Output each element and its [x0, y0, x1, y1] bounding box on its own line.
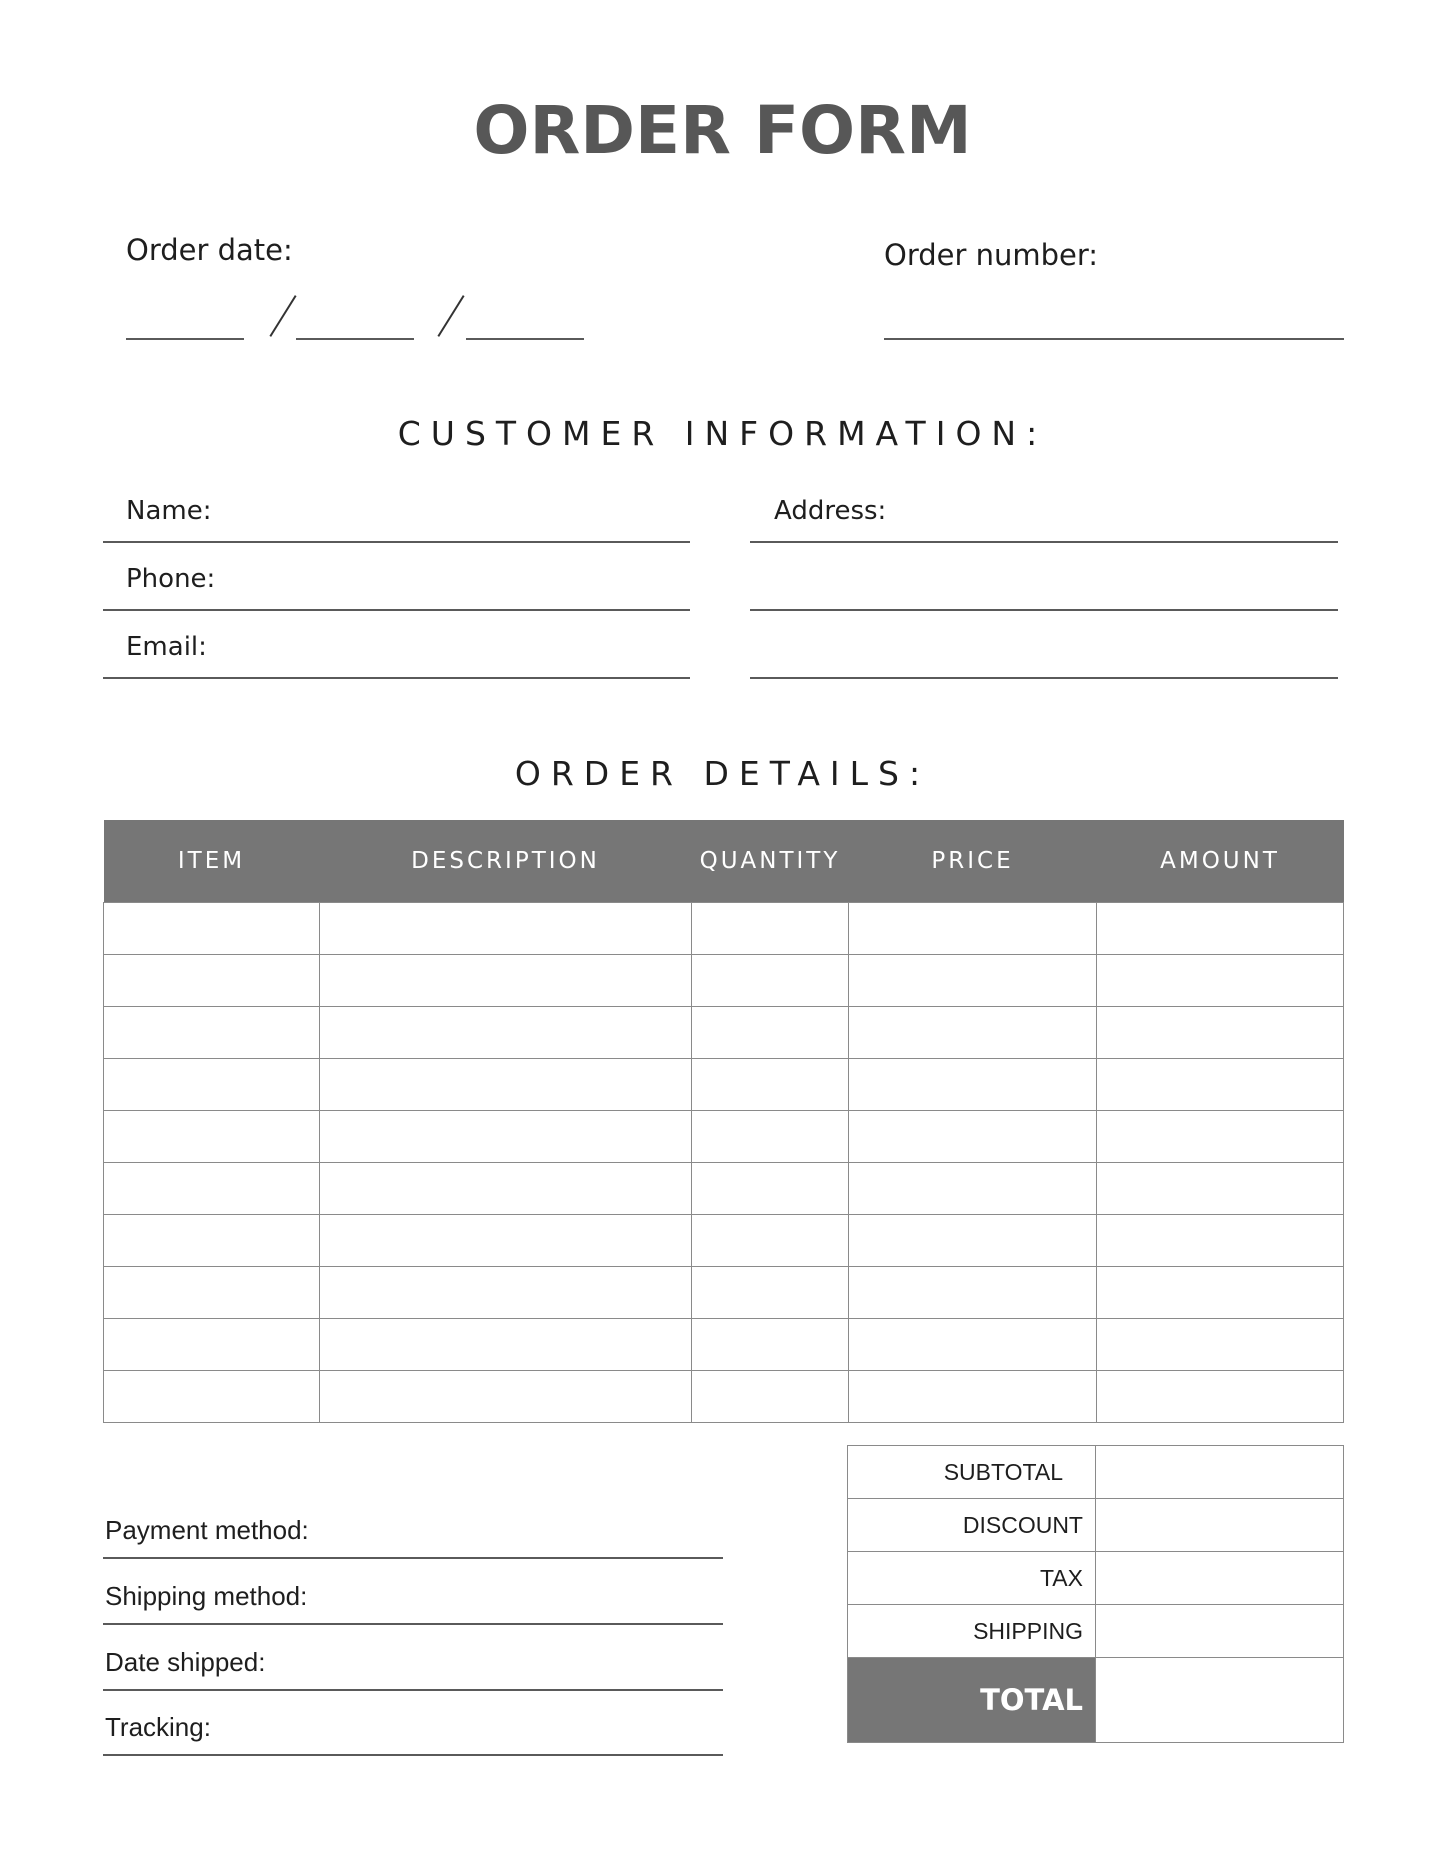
item-cell[interactable]: [104, 903, 320, 955]
order-date-day-field[interactable]: [296, 338, 414, 340]
date-separator: [437, 295, 464, 337]
amount-cell[interactable]: [1097, 1163, 1344, 1215]
shipping-label: SHIPPING: [848, 1605, 1096, 1658]
item-cell[interactable]: [104, 1319, 320, 1371]
order-date-label: Order date:: [126, 233, 293, 267]
description-cell[interactable]: [320, 955, 692, 1007]
total-value-cell[interactable]: [1096, 1658, 1344, 1743]
table-row: [104, 1059, 1344, 1111]
table-row: [104, 1111, 1344, 1163]
item-cell[interactable]: [104, 1059, 320, 1111]
column-header-item: ITEM: [104, 820, 320, 903]
phone-field[interactable]: [103, 609, 690, 611]
tax-label: TAX: [848, 1552, 1096, 1605]
subtotal-label: SUBTOTAL: [848, 1446, 1096, 1499]
description-cell[interactable]: [320, 1371, 692, 1423]
column-header-amount: AMOUNT: [1097, 820, 1344, 903]
discount-row: [848, 1499, 1344, 1552]
amount-cell[interactable]: [1097, 903, 1344, 955]
quantity-cell[interactable]: [692, 1267, 849, 1319]
table-row: [104, 1215, 1344, 1267]
item-cell[interactable]: [104, 1111, 320, 1163]
amount-cell[interactable]: [1097, 1319, 1344, 1371]
table-row: [104, 955, 1344, 1007]
table-row: [104, 1319, 1344, 1371]
item-cell[interactable]: [104, 1267, 320, 1319]
subtotal-value-cell[interactable]: [1096, 1446, 1344, 1499]
price-cell[interactable]: [849, 1007, 1097, 1059]
tax-value-cell[interactable]: [1096, 1552, 1344, 1605]
page-title: ORDER FORM: [473, 92, 972, 169]
table-row: [104, 1267, 1344, 1319]
order-date-month-field[interactable]: [126, 338, 244, 340]
price-cell[interactable]: [849, 1267, 1097, 1319]
amount-cell[interactable]: [1097, 1371, 1344, 1423]
quantity-cell[interactable]: [692, 1319, 849, 1371]
payment-method-label: Payment method:: [105, 1515, 309, 1545]
description-cell[interactable]: [320, 1215, 692, 1267]
price-cell[interactable]: [849, 1163, 1097, 1215]
phone-label: Phone:: [126, 564, 216, 594]
customer-info-heading: CUSTOMER INFORMATION:: [397, 414, 1048, 453]
quantity-cell[interactable]: [692, 903, 849, 955]
tax-row: [848, 1552, 1344, 1605]
email-field[interactable]: [103, 677, 690, 679]
description-cell[interactable]: [320, 1163, 692, 1215]
amount-cell[interactable]: [1097, 1267, 1344, 1319]
address-field-line-3[interactable]: [750, 677, 1338, 679]
price-cell[interactable]: [849, 903, 1097, 955]
total-row: [848, 1658, 1344, 1743]
table-row: [104, 903, 1344, 955]
item-cell[interactable]: [104, 1215, 320, 1267]
order-items-table: [103, 820, 1344, 1423]
shipping-value-cell[interactable]: [1096, 1605, 1344, 1658]
payment-method-field[interactable]: [103, 1557, 723, 1559]
tracking-label: Tracking:: [105, 1712, 211, 1742]
quantity-cell[interactable]: [692, 1007, 849, 1059]
discount-value-cell[interactable]: [1096, 1499, 1344, 1552]
description-cell[interactable]: [320, 1319, 692, 1371]
price-cell[interactable]: [849, 1111, 1097, 1163]
amount-cell[interactable]: [1097, 1059, 1344, 1111]
order-details-heading: ORDER DETAILS:: [514, 754, 931, 793]
name-label: Name:: [126, 496, 212, 526]
email-label: Email:: [126, 632, 207, 662]
shipping-method-field[interactable]: [103, 1623, 723, 1625]
price-cell[interactable]: [849, 1215, 1097, 1267]
shipping-method-label: Shipping method:: [105, 1581, 308, 1611]
item-cell[interactable]: [104, 1371, 320, 1423]
order-number-label: Order number:: [884, 238, 1099, 272]
discount-label: DISCOUNT: [848, 1499, 1096, 1552]
tracking-field[interactable]: [103, 1754, 723, 1756]
price-cell[interactable]: [849, 955, 1097, 1007]
description-cell[interactable]: [320, 903, 692, 955]
column-header-description: DESCRIPTION: [320, 820, 692, 903]
quantity-cell[interactable]: [692, 1059, 849, 1111]
date-separator: [269, 295, 296, 337]
description-cell[interactable]: [320, 1007, 692, 1059]
item-cell[interactable]: [104, 1163, 320, 1215]
date-shipped-label: Date shipped:: [105, 1647, 266, 1677]
price-cell[interactable]: [849, 1059, 1097, 1111]
amount-cell[interactable]: [1097, 1111, 1344, 1163]
column-header-price: PRICE: [849, 820, 1097, 903]
quantity-cell[interactable]: [692, 955, 849, 1007]
column-header-quantity: QUANTITY: [692, 820, 849, 903]
amount-cell[interactable]: [1097, 1215, 1344, 1267]
totals-table: [847, 1445, 1344, 1743]
quantity-cell[interactable]: [692, 1111, 849, 1163]
order-date-year-field[interactable]: [466, 338, 584, 340]
description-cell[interactable]: [320, 1267, 692, 1319]
description-cell[interactable]: [320, 1111, 692, 1163]
table-row: [104, 1007, 1344, 1059]
total-label: TOTAL: [848, 1658, 1096, 1743]
description-cell[interactable]: [320, 1059, 692, 1111]
shipping-row: [848, 1605, 1344, 1658]
table-row: [104, 1371, 1344, 1423]
address-field-line-2[interactable]: [750, 609, 1338, 611]
name-field[interactable]: [103, 541, 690, 543]
price-cell[interactable]: [849, 1371, 1097, 1423]
item-cell[interactable]: [104, 955, 320, 1007]
order-number-field[interactable]: [884, 338, 1344, 340]
amount-cell[interactable]: [1097, 955, 1344, 1007]
quantity-cell[interactable]: [692, 1163, 849, 1215]
date-shipped-field[interactable]: [103, 1689, 723, 1691]
table-row: [104, 1163, 1344, 1215]
price-cell[interactable]: [849, 1319, 1097, 1371]
quantity-cell[interactable]: [692, 1371, 849, 1423]
amount-cell[interactable]: [1097, 1007, 1344, 1059]
address-field-line-1[interactable]: [750, 541, 1338, 543]
address-label: Address:: [774, 496, 887, 526]
quantity-cell[interactable]: [692, 1215, 849, 1267]
subtotal-row: [848, 1446, 1344, 1499]
item-cell[interactable]: [104, 1007, 320, 1059]
table-header-row: [104, 820, 1344, 903]
